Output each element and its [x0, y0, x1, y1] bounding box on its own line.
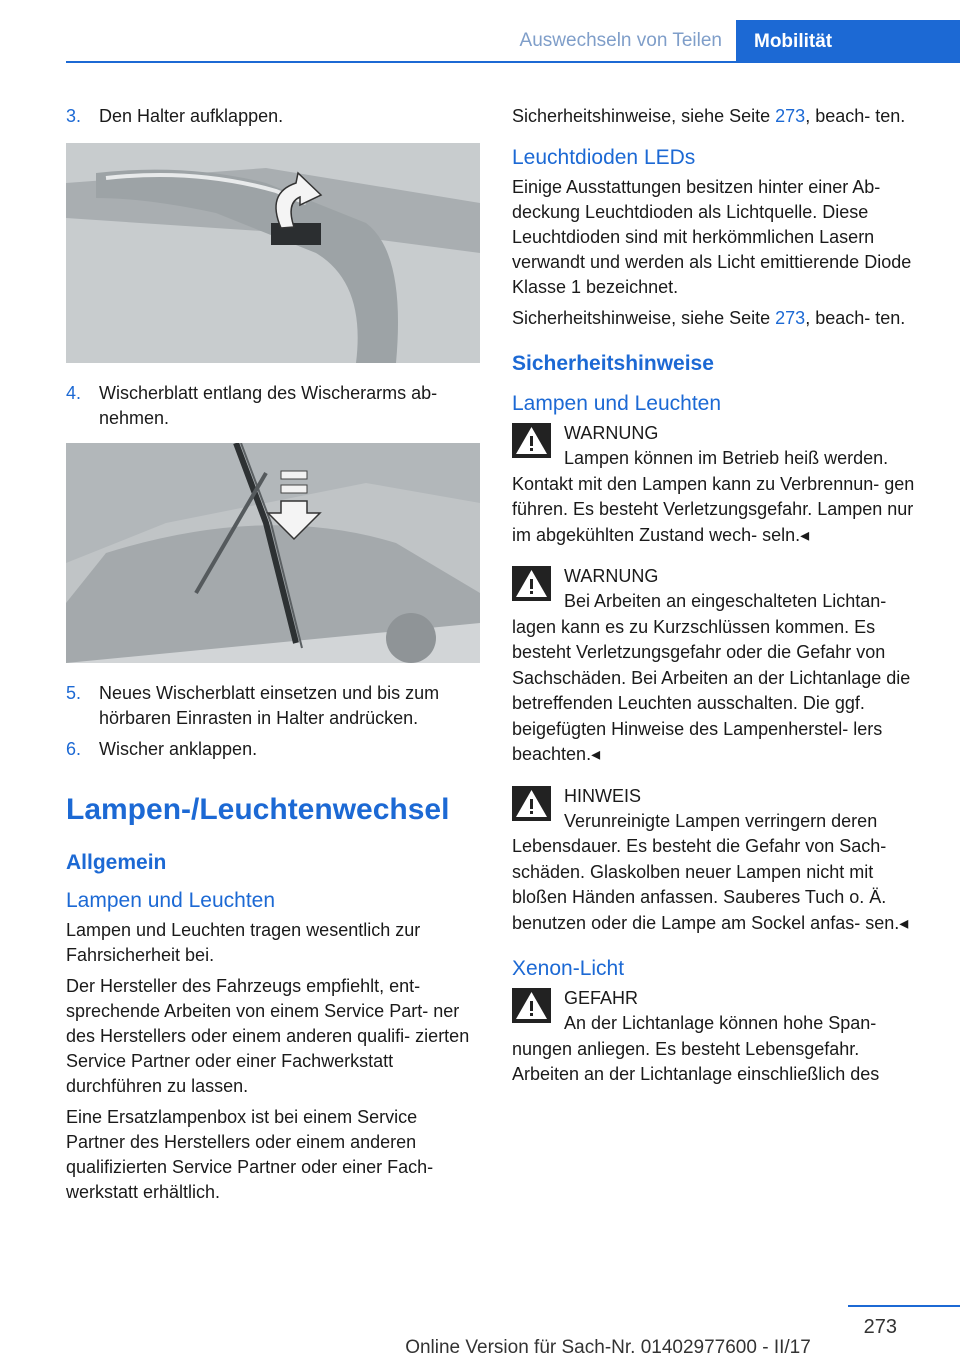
safety-reference	[512, 306, 926, 331]
online-version-note: Online Version für Sach-Nr. 01402977600 - II/17	[405, 1337, 811, 1358]
header-rule	[66, 61, 960, 63]
warning-title: WARNUNG	[564, 423, 659, 443]
warning-triangle-icon	[512, 786, 551, 821]
heading-safety: Sicherheitshinweise	[512, 352, 714, 375]
figure-wiper-holder	[66, 143, 480, 363]
paragraph: Der Hersteller des Fahrzeugs empfiehlt, ent‐ sprechende Arbeiten von einem Service Part‐ ner des Herstellers oder einem anderen qualifi‐ zierten Service Partner oder einer Fachwerkstatt durchführen zu lassen.	[66, 976, 470, 1096]
warning-triangle-icon	[512, 423, 551, 458]
warning-triangle-icon	[512, 566, 551, 601]
danger-block	[512, 986, 926, 1088]
step-3	[66, 104, 480, 129]
warning-text: Kontakt mit den Lampen kann zu Verbrennun‐ gen führen. Es besteht Verletzungsgefahr. Lampen nur im abgekühlten Zustand wech‐ seln.◂	[512, 473, 915, 545]
step-text: Neues Wischerblatt einsetzen und bis zum hörbaren Einrasten in Halter andrücken.	[99, 683, 440, 728]
step-number: 5.	[66, 683, 82, 703]
step-number: 6.	[66, 739, 82, 759]
step-text: Wischerblatt entlang des Wischerarms ab‐ nehmen.	[99, 383, 438, 428]
right-column	[512, 104, 926, 1094]
heading-lamp-change: Lampen-/Leuchtenwechsel	[66, 793, 450, 826]
heading-xenon: Xenon-Licht	[512, 957, 625, 980]
notice-text: Verunreinigte Lampen verringern deren	[564, 810, 878, 831]
footer-rule	[848, 1305, 960, 1307]
warning-block-2	[512, 564, 926, 768]
heading-lamps-lights: Lampen und Leuchten	[66, 889, 276, 912]
page-header	[0, 0, 960, 64]
page-link[interactable]: 273	[775, 308, 806, 328]
warning-block-1	[512, 421, 926, 548]
danger-text: nungen anliegen. Es besteht Lebensgefahr. Arbeiten an der Lichtanlage einschließlich des	[512, 1038, 880, 1084]
danger-text: An der Lichtanlage können hohe Span‐	[564, 1013, 877, 1033]
warning-text: lagen kann es zu Kurzschlüssen kommen. Es besteht Verletzungsgefahr oder die Gefahr von Sachschäden. Bei Arbeiten an der Lichtanlage die betreffenden Leuchten ausschalten. Die ggf. beigefügten Hinweise des Lampenherstel‐ lers beachten.◂	[512, 616, 911, 764]
danger-title: GEFAHR	[564, 988, 639, 1008]
heading-leds: Leuchtdioden LEDs	[512, 146, 696, 169]
notice-block	[512, 784, 926, 937]
heading-general: Allgemein	[66, 851, 167, 874]
step-number: 3.	[66, 106, 82, 126]
warning-text: Bei Arbeiten an eingeschalteten Lichtan‐	[564, 591, 887, 611]
safety-reference	[512, 104, 926, 129]
paragraph: Lampen und Leuchten tragen wesentlich zur Fahrsicherheit bei.	[66, 920, 421, 965]
text: , beach‐ ten.	[805, 106, 906, 126]
warning-text: Lampen können im Betrieb heiß werden.	[564, 448, 889, 468]
heading-lamps-lights: Lampen und Leuchten	[512, 392, 722, 415]
page-number: 273	[863, 1316, 897, 1338]
notice-text: Lebensdauer. Es besteht die Gefahr von Sach‐ schäden. Glaskolben neuer Lampen nicht mit bloßen Händen anfassen. Sauberes Tuch o. Ä. benutzen oder die Lampe am Sockel anfas‐ sen.◂	[512, 836, 909, 933]
text: Sicherheitshinweise, siehe Seite	[512, 308, 776, 328]
step-text: Wischer anklappen.	[99, 739, 258, 759]
step-4	[66, 381, 480, 431]
page-link[interactable]: 273	[775, 106, 806, 126]
step-5	[66, 681, 480, 731]
notice-title: HINWEIS	[564, 785, 642, 806]
header-chapter-tab: Mobilität	[736, 20, 960, 62]
text: Sicherheitshinweise, siehe Seite	[512, 106, 776, 126]
step-number: 4.	[66, 383, 82, 403]
warning-title: WARNUNG	[564, 566, 659, 586]
left-column	[66, 104, 480, 1211]
step-6	[66, 737, 480, 762]
text: , beach‐ ten.	[805, 308, 906, 328]
paragraph: Eine Ersatzlampenbox ist bei einem Service Partner des Herstellers oder einem anderen qualifizierten Service Partner oder einer Fach‐ werkstatt erhältlich.	[66, 1107, 434, 1202]
paragraph: Einige Ausstattungen besitzen hinter einer Ab‐ deckung Leuchtdioden als Lichtquelle. Diese Leuchtdioden sind mit herkömmlichen Lasern verwandt und werden als Licht emittierende Diode Klasse 1 bezeichnet.	[512, 177, 912, 297]
header-section-title: Auswechseln von Teilen	[519, 30, 722, 51]
warning-triangle-icon	[512, 988, 551, 1023]
step-text: Den Halter aufklappen.	[99, 106, 284, 126]
figure-wiper-blade-removal	[66, 443, 480, 663]
